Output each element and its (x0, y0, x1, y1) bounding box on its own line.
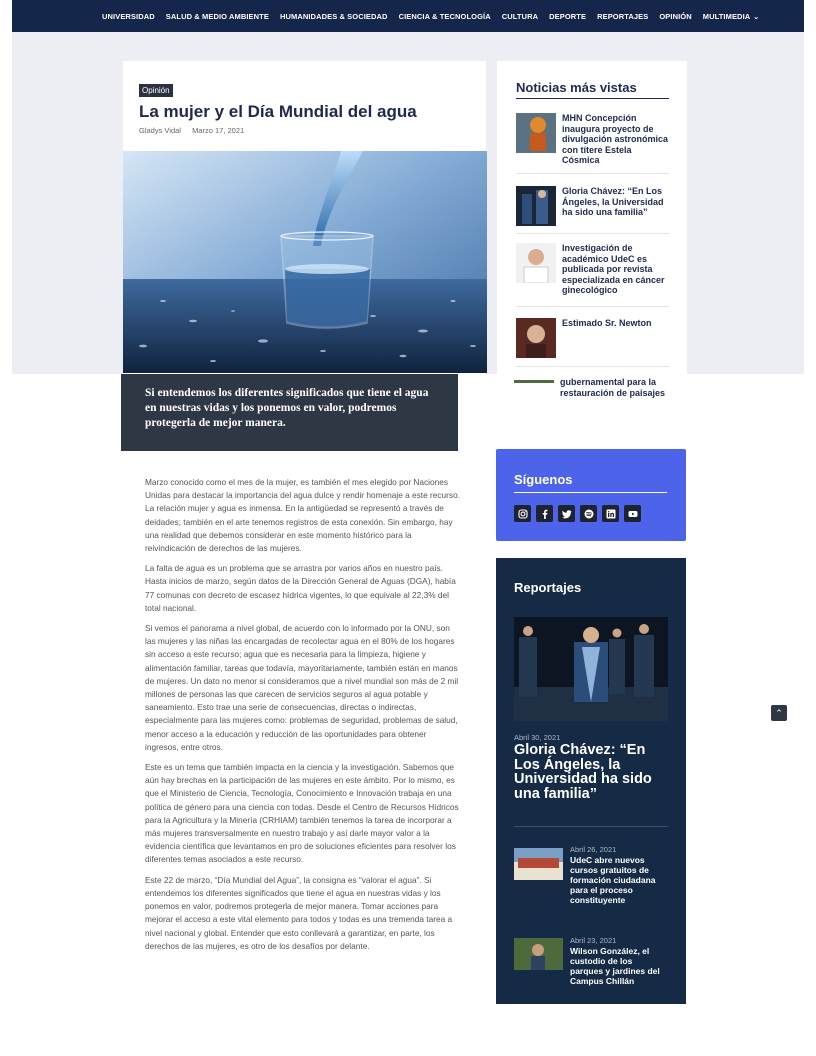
news-thumbnail (516, 318, 556, 358)
twitter-icon[interactable] (558, 505, 575, 522)
nav-humanidades[interactable]: HUMANIDADES & SOCIEDAD (279, 11, 388, 21)
divider (516, 233, 669, 234)
nav-multimedia-label: MULTIMEDIA (702, 11, 751, 21)
news-title: Gloria Chávez: “En Los Ángeles, la Universidad ha sido una familia” (562, 186, 664, 217)
chevron-down-icon: ⌄ (753, 13, 760, 21)
publish-date: Marzo 17, 2021 (192, 126, 245, 135)
report-date: Abril 26, 2021 (570, 845, 617, 854)
spotify-icon[interactable] (580, 505, 597, 522)
news-thumbnail (516, 186, 556, 226)
nav-universidad[interactable]: UNIVERSIDAD (102, 11, 155, 21)
report-thumbnail[interactable] (514, 938, 563, 970)
hero-image-water-glass (123, 151, 487, 373)
divider (514, 492, 667, 493)
divider (516, 306, 669, 307)
report-title[interactable]: UdeC abre nuevos cursos gratuitos de formación ciudadana para el proceso constituyente (570, 855, 656, 905)
author-name[interactable]: Gladys Vidal (139, 126, 181, 135)
most-viewed-item[interactable] (514, 375, 667, 411)
article-paragraph: Si vemos el panorama a nivel global, de acuerdo con lo informado por la ONU, son las mujeres y las niñas las encargadas de recolectar agua en el 80% de los hogares sin acceso a este recurso; agua que es necesaria para la limpieza, higiene y alimentación familiar, tareas que todavía, mayoritariamente, también están en manos de mujeres. Un dato no menor si consideramos que a nivel mundial son más de 2 mil millones de personas las que carecen de servicios seguros al agua potable y saneamiento. Esto trae una serie de consecuencias, directas o indirectas, especialmente para las mujeres como: problemas de seguridad, problemas de salud, menor acceso a la educación y reducción de las oportunidades para obtener ingresos, entre otros. (145, 623, 459, 752)
linkedin-icon[interactable] (602, 505, 619, 522)
follow-us-panel (496, 449, 686, 541)
divider (516, 173, 669, 174)
news-thumbnail (516, 113, 556, 153)
most-viewed-item[interactable] (516, 113, 669, 165)
article-paragraph: Este 22 de marzo, “Día Mundial del Agua”, la consigna es “valorar el agua”. Si entendemos los diferentes significados que tiene el agua en nuestras vidas y los ponemos en valor, podremos protegerla de mejor manera. Tomar acciones para mejorar el acceso a este vital elemento para todos y todas es una tremenda tarea a nivel nacional y global. Entender que esto conllevará a garantizar, en parte, los derechos de las mujeres, es otro de los desafíos por delante. (145, 874, 453, 951)
pull-quote: Si entendemos los diferentes significados que tiene el agua en nuestras vidas y los ponemos en valor, podremos protegerla de mejor manera. (121, 374, 458, 451)
article-paragraph: Este es un tema que también impacta en la ciencia y la investigación. Sabemos que aún hay brechas en la participación de las mujeres en este ámbito. Por lo mismo, es que el Ministerio de Ciencia, Tecnología, Conocimiento e Innovación trabaja en una política de género para una ciencia con todas. Desde el Centro de Recursos Hídricos para la Agricultura y la Minería (CRHIAM) también tenemos la tarea de incorporar a más mujeres transversalmente en nuestro trabajo y así darle mayor valor a la evidencia científica que levantamos en pro de soluciones eficientes para resolver los diferentes temas asociados a este recurso. (145, 762, 459, 865)
nav-multimedia[interactable] (703, 12, 760, 21)
divider (516, 98, 669, 99)
news-title: Estimado Sr. Newton (562, 318, 652, 328)
chevron-up-icon: ⌃ (775, 707, 783, 718)
report-title[interactable]: Wilson González, el custodio de los parques y jardines del Campus Chillán (570, 946, 660, 986)
category-badge[interactable]: Opinión (139, 84, 173, 97)
nav-ciencia[interactable]: CIENCIA & TECNOLOGÍA (398, 11, 491, 21)
nav-deporte[interactable]: DEPORTE (549, 11, 587, 21)
divider (516, 366, 669, 367)
nav-opinion[interactable]: OPINIÓN (659, 11, 692, 21)
news-thumbnail (514, 375, 554, 383)
most-viewed-item[interactable] (516, 318, 669, 358)
most-viewed-item[interactable] (516, 186, 669, 226)
report-thumbnail[interactable] (514, 848, 563, 880)
nav-salud[interactable]: SALUD & MEDIO AMBIENTE (165, 11, 269, 21)
news-title: gubernamental para la restauración de paisajes (560, 377, 666, 398)
reports-title: Reportajes (514, 580, 582, 595)
article-paragraph: Marzo conocido como el mes de la mujer, es también el mes elegido por Naciones Unidas para destacar la importancia del agua dulce y rendir homenaje a este recurso. La relación mujer y agua es inmensa. En la antigüedad se representó a través de deidades; también en el arte tenemos registros de esta conexión. Sin embargo, hay una realidad que debemos considerar en este momento histórico para la reivindicación de derechos de las mujeres. (145, 477, 460, 554)
report-main-title[interactable]: Gloria Chávez: “En Los Ángeles, la Universidad ha sido una familia” (514, 742, 652, 802)
nav-reportajes[interactable]: REPORTAJES (597, 11, 649, 21)
report-date: Abril 30, 2021 (514, 733, 561, 742)
article-paragraph: La falta de agua es un problema que se arrastra por varios años en nuestro país. Hasta inicios de marzo, según datos de la Dirección General de Aguas (DGA), había 77 comunas con decreto de escasez hídrica vigentes, lo que equivale al 22,3% del total nacional. (145, 563, 456, 613)
instagram-icon[interactable] (514, 505, 531, 522)
news-title: MHN Concepción inaugura proyecto de divulgación astronómica con títere Estela Cósmica (562, 113, 669, 165)
follow-us-title: Síguenos (514, 472, 573, 487)
divider (514, 826, 668, 827)
youtube-icon[interactable] (624, 505, 641, 522)
byline (139, 126, 253, 135)
article-title: La mujer y el Día Mundial del agua (139, 102, 417, 121)
news-title: Investigación de académico UdeC es publicada por revista especializada en cáncer ginecológico (562, 243, 665, 295)
article-body (145, 476, 460, 960)
report-date: Abril 23, 2021 (570, 936, 617, 945)
scroll-to-top-button[interactable] (771, 705, 787, 721)
report-main-image[interactable] (514, 617, 668, 721)
most-viewed-item[interactable] (516, 243, 669, 297)
main-navigation (12, 0, 804, 32)
nav-cultura[interactable]: CULTURA (501, 11, 539, 21)
most-viewed-title: Noticias más vistas (516, 80, 637, 95)
news-thumbnail (516, 243, 556, 283)
facebook-icon[interactable] (536, 505, 553, 522)
